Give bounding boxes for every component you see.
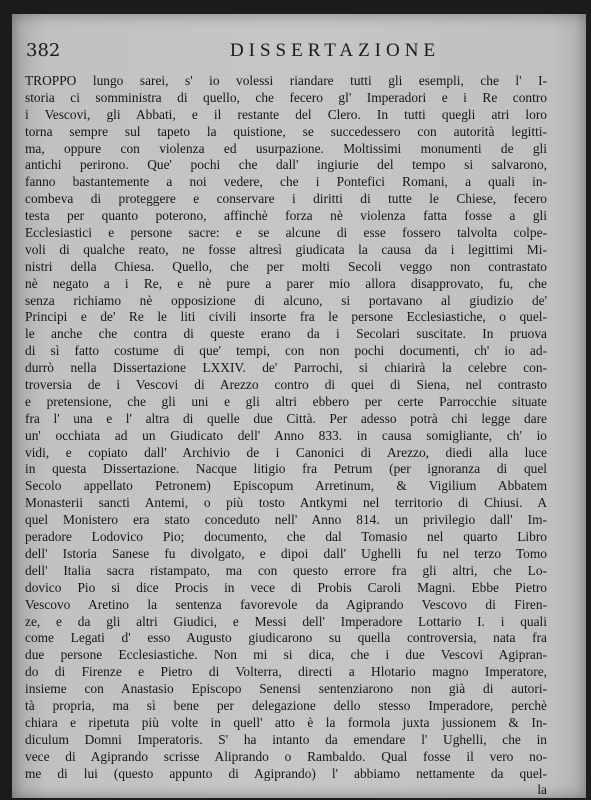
page-number: 382 — [26, 40, 61, 61]
text-line: nè negato a i Re, e nè pure a parer mio allora disapprovato, fu, che — [25, 275, 547, 291]
text-line: fanno bastantemente a noi vedere, che i Pontefici Romani, a quali in- — [25, 174, 547, 190]
text-line: me di lui (questo appunto di Agiprando) l' abbiamo nettamente da quel- — [25, 765, 547, 781]
text-line: Vescovo Aretino la sentenza favorevole da Agiprando Vescovo di Firen- — [25, 596, 547, 612]
text-line: dell' Italia sacra ristampato, ma con questo errore fra gli altri, che Lo- — [25, 562, 547, 578]
text-line: un' occhiata ad un Giudicato dell' Anno 833. in causa somigliante, ch' io — [25, 427, 547, 443]
text-line: le anche che contra di queste erano da i Secolari suscitate. In pruova — [25, 326, 547, 342]
text-line: vidi, e copiato dall' Archivio de i Canonici di Arezzo, diedi alla luce — [25, 444, 547, 460]
text-line: torna sempre sul tapeto la quistione, se succedessero con autorità legitti- — [25, 123, 547, 139]
text-line: quel Monistero era stato conceduto nell' Anno 814. un privilegio dall' Im- — [25, 512, 547, 528]
text-line: peradore Lodovico Pio; documento, che dal Tomasio nel quarto Libro — [25, 529, 547, 545]
text-line: ze, e da gli altri Giudici, e Messi dell' Imperadore Lottario I. i quali — [25, 613, 547, 629]
text-line: come Legati d' esso Augusto giudicarono su quella controversia, nata fra — [25, 630, 547, 646]
text-line: do di Firenze e Pietro di Volterra, directi a Hlotario magno Imperatore, — [25, 664, 547, 680]
text-body — [25, 73, 547, 799]
text-line: durrò nella Dissertazione LXXIV. de' Parrochi, si chiarirà la celebre con- — [25, 360, 547, 376]
text-line: Principi e de' Re le liti civili insorte fra le persone Ecclesiastiche, o quel- — [25, 309, 547, 325]
text-line: antichi perirono. Que' pochi che dall' ingiurie del tempo si salvarono, — [25, 157, 547, 173]
text-line: ma, oppure con violenza ed usurpazione. Moltissimi monumenti de gli — [25, 140, 547, 156]
text-line: TROPPO lungo sarei, s' io volessi riandare tutti gli esempli, che l' I- — [25, 73, 547, 88]
text-line: due persone Ecclesiastiche. Non mi si dica, che i due Vescovi Agipran- — [25, 647, 547, 663]
text-line: Ecclesiastici e persone sacre: e se alcune di esse fossero talvolta colpe- — [25, 225, 547, 241]
text-line: dovico Pio si dice Procis in vece di Probis Caroli Magni. Ebbe Pietro — [25, 579, 547, 595]
text-line: diculum Domni Imperatoris. S' ha intanto da emendare l' Ughelli, che in — [25, 731, 547, 747]
text-line: senza richiamo nè opposizione di alcuno, si portavano al giudizio de' — [25, 292, 547, 308]
book-page — [12, 14, 586, 798]
text-line: dell' Istoria Sanese fu divolgato, e dipoi dall' Ughelli fu nel terzo Tomo — [25, 545, 547, 561]
text-line: i Vescovi, gli Abbati, e il restante del Clero. In tutti quegli atri loro — [25, 106, 547, 122]
text-line: di sì fatto costume di que' tempi, con non pochi documenti, ch' io ad- — [25, 343, 547, 359]
text-line: chiara e ripetuta più volte in quell' atto è la formola juxta jussionem & In- — [25, 714, 547, 730]
text-line: storia ci somministra di quello, che fecero gl' Imperadori e i Re contro — [25, 89, 547, 105]
text-line: fra l' una e l' altra di quelle due Città. Per adesso potrà chi legge dare — [25, 410, 547, 426]
text-line: la — [537, 782, 547, 798]
text-line: insieme con Anastasio Episcopo Senensi sentenziarono non già di autori- — [25, 681, 547, 697]
text-line: nistri della Chiesa. Quello, che per molti Secoli veggo non contrastato — [25, 258, 547, 274]
text-line: Monasterii sancti Antemi, o più tosto Antkymi nel territorio di Chiusi. A — [25, 495, 547, 511]
page-header — [26, 40, 574, 66]
text-line: testa per quanto poterono, affinchè forza nè violenza fatta fosse a gli — [25, 208, 547, 224]
text-line: in questa Dissertazione. Nacque litigio fra Petrum (per ignoranza di quel — [25, 461, 547, 477]
text-line: tà propria, ma sì bene per delegazione dello stesso Imperadore, perchè — [25, 697, 547, 713]
text-line: troversia de i Vescovi di Arezzo contro di quei di Siena, nel contrasto — [25, 377, 547, 393]
text-line: vece di Agiprando scrisse Aliprando o Rambaldo. Qual fosse il vero no- — [25, 748, 547, 764]
running-head: DISSERTAZIONE — [229, 40, 441, 61]
text-line: combeva di proteggere e conservare i diritti di tutte le Chiese, fecero — [25, 191, 547, 207]
text-line: Secolo appellato Petronem) Episcopum Arretinum, & Vigilium Abbatem — [25, 478, 547, 494]
text-line: voli di qualche reato, ne fosse altresì giudicata la causa da i legittimi Mi- — [25, 241, 547, 257]
text-line: e pretensione, che gli uni e gli altri ebbero per certe Parrocchie situate — [25, 393, 547, 409]
